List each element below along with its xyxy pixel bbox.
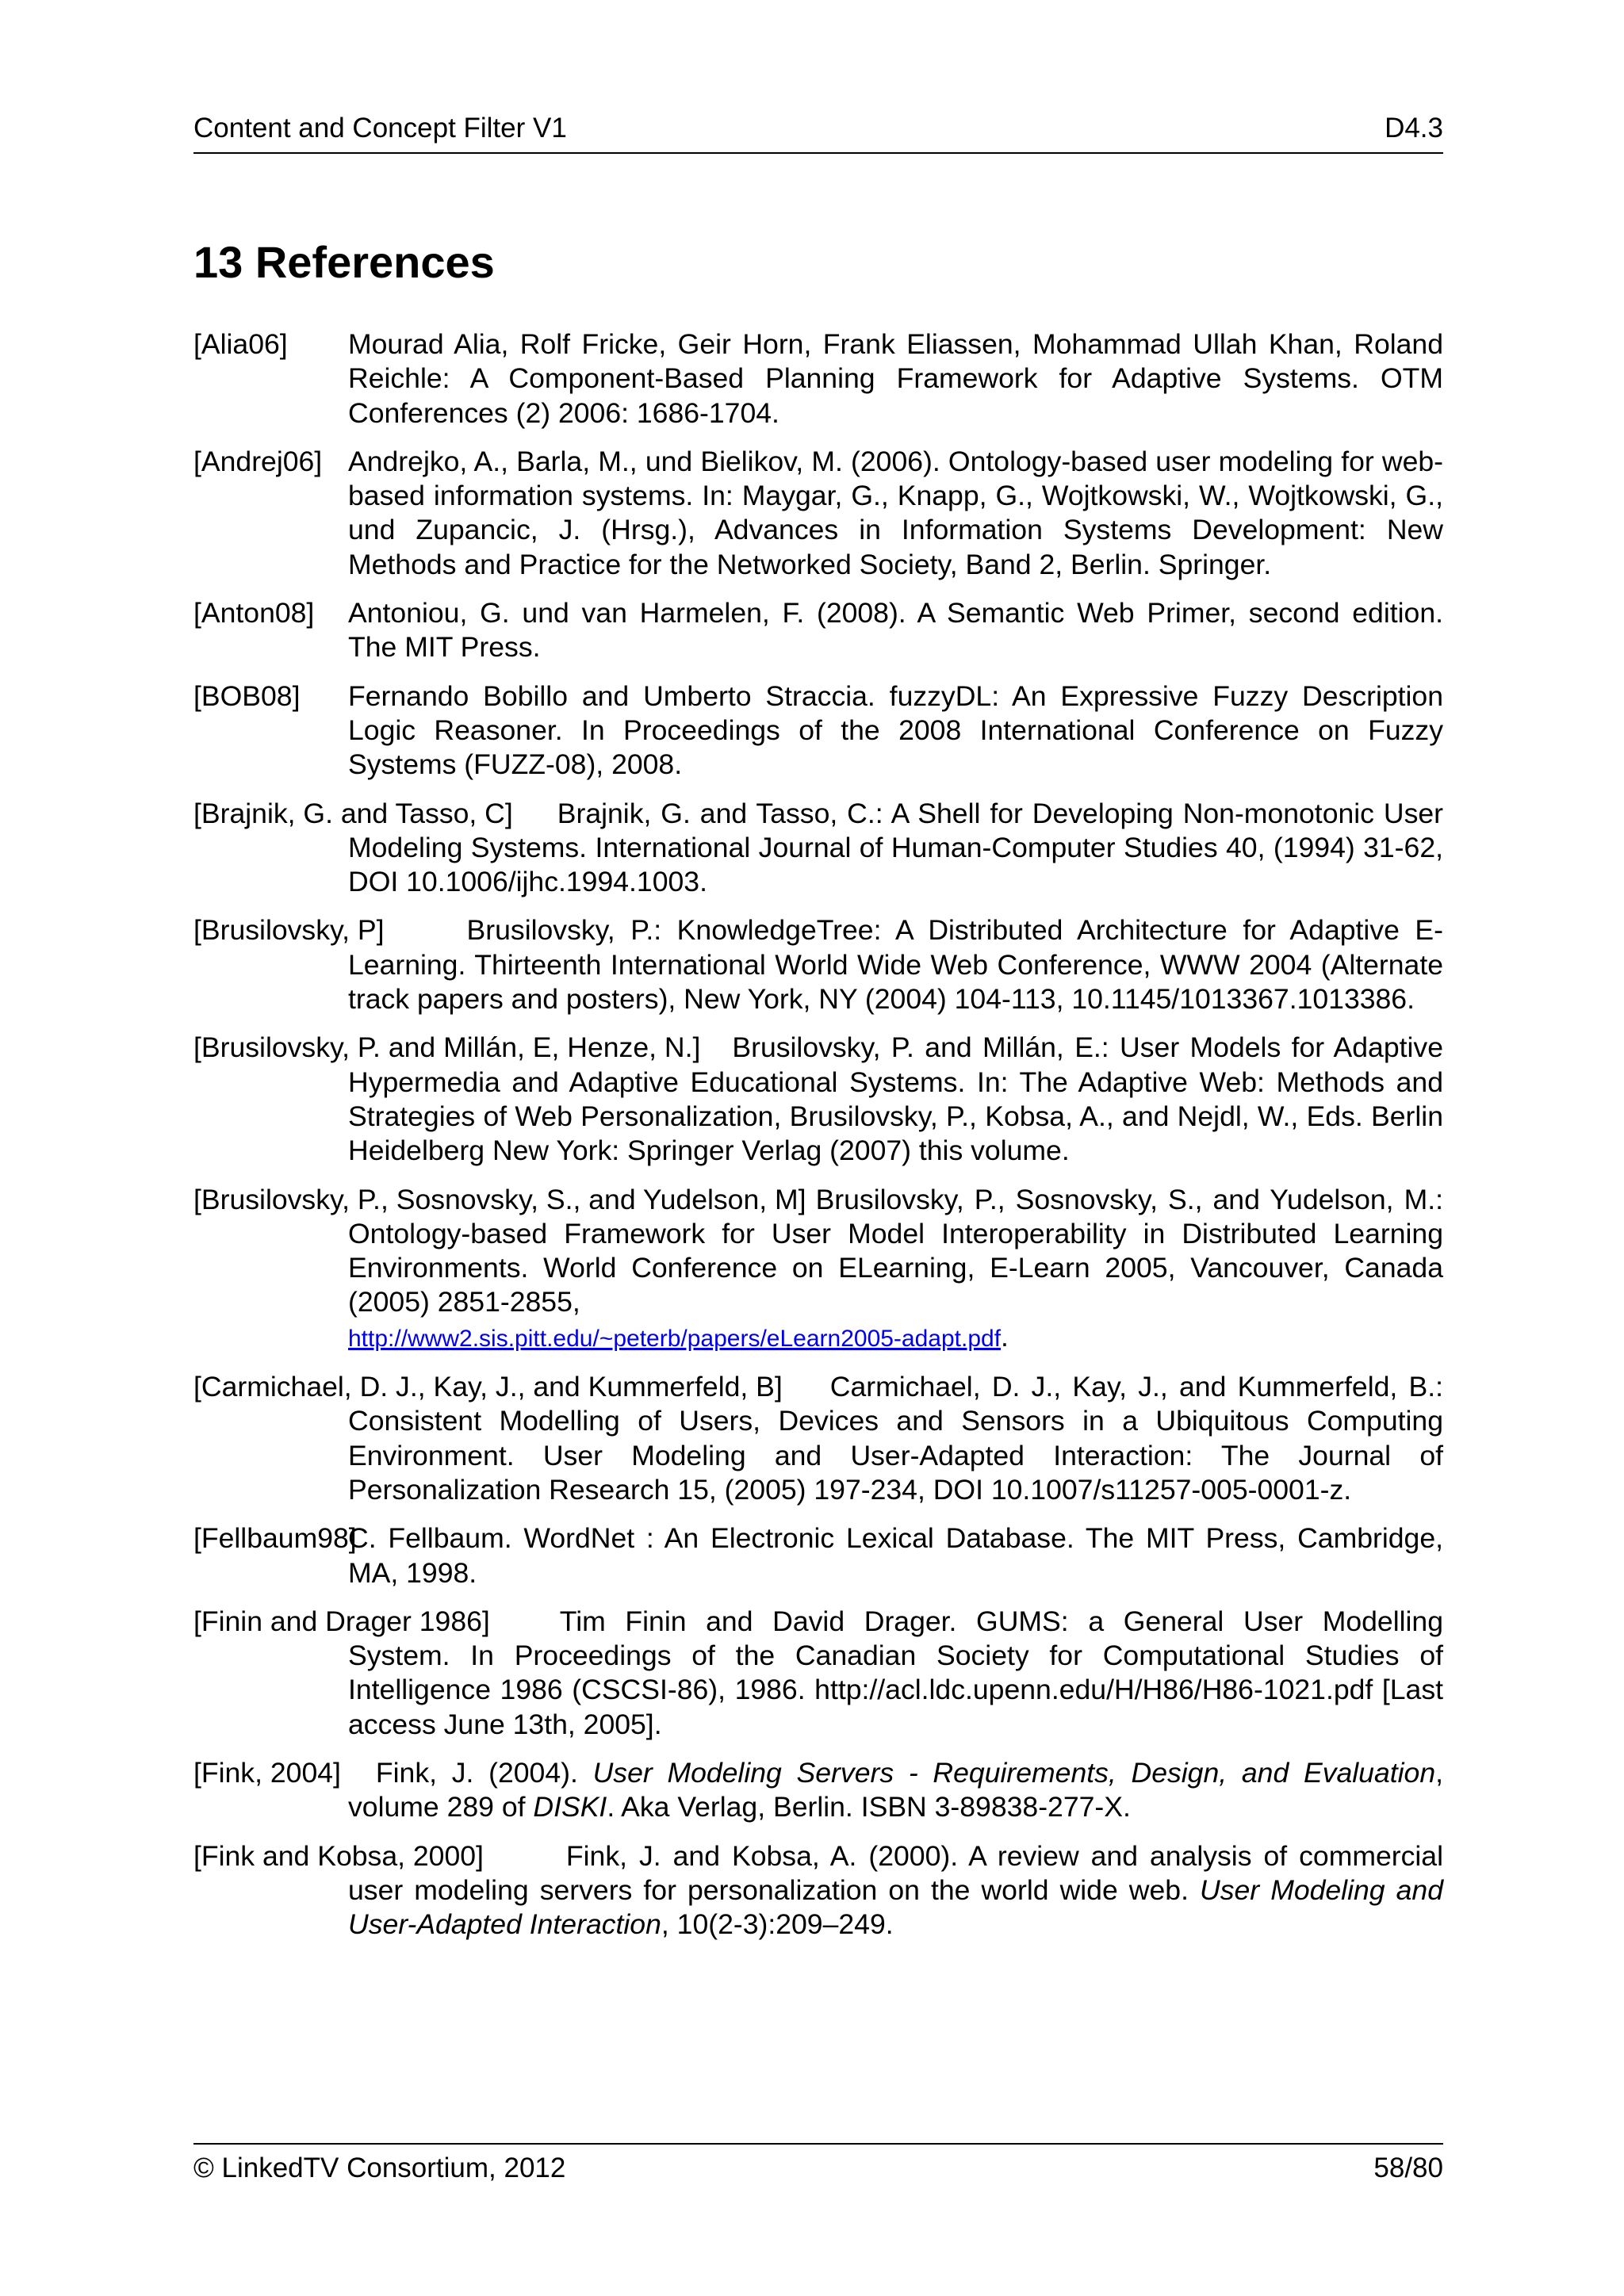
reference-entry: [193, 1183, 1443, 1356]
page-header: [193, 111, 1443, 154]
reference-text-part: , volume 289 of: [348, 1756, 1443, 1823]
reference-text: Brusilovsky, P.: KnowledgeTree: A Distributed Architecture for Adaptive E-Learning. Thirteenth International World Wide Web Conference, WWW 2004 (Alternate track papers and posters), New York, NY (2004) 104-113, 10.1145/1013367.1013386.: [348, 914, 1443, 1016]
header-deliverable-id: D4.3: [1385, 113, 1443, 144]
reference-text-part: Fink, J. and Kobsa, A. (2000). A review and analysis of commercial user modeling servers for personalization on the world wide web.: [348, 1839, 1443, 1906]
reference-text: Carmichael, D. J., Kay, J., and Kummerfeld, B.: Consistent Modelling of Users, Devices and Sensors in a Ubiquitous Computing Environment. User Modeling and User-Adapted Interaction: The Journal of Personalization Research 15, (2005) 197-234, DOI 10.1007/s11257-005-0001-z.: [348, 1371, 1443, 1506]
reference-text: Brusilovsky, P., Sosnovsky, S., and Yudelson, M.: Ontology-based Framework for User Model Interoperability in Distributed Learning Environments. World Conference on ELearning, E-Learn 2005, Vancouver, Canada (2005) 2851-2855,: [348, 1183, 1443, 1318]
reference-entry: [193, 596, 1443, 665]
reference-entry: [193, 327, 1443, 430]
reference-link-suffix: .: [1001, 1320, 1009, 1353]
reference-entry: [193, 913, 1443, 1016]
section-title: 13 References: [193, 237, 495, 287]
reference-text: Brajnik, G. and Tasso, C.: A Shell for Developing Non-monotonic User Modeling Systems. International Journal of Human-Computer Studies 40, (1994) 31-62, DOI 10.1006/ijhc.1994.1003.: [348, 797, 1443, 898]
reference-key: [Carmichael, D. J., Kay, J., and Kummerfeld, B]: [193, 1371, 783, 1403]
reference-entry: [193, 1605, 1443, 1742]
reference-key: [Andrej06]: [193, 445, 323, 477]
reference-title-italic: User Modeling Servers - Requirements, Design, and Evaluation: [592, 1756, 1436, 1789]
reference-key: [BOB08]: [193, 679, 301, 712]
reference-entry: [193, 1031, 1443, 1168]
footer-page-number: 58/80: [1373, 2152, 1443, 2183]
reference-key: [Fink, 2004]: [193, 1756, 341, 1789]
reference-entry: [193, 797, 1443, 900]
reference-text-part: . Aka Verlag, Berlin. ISBN 3-89838-277-X.: [607, 1791, 1131, 1823]
reference-key: [Brajnik, G. and Tasso, C]: [193, 797, 513, 829]
reference-list: [193, 327, 1443, 1956]
reference-key: [Alia06]: [193, 328, 288, 360]
reference-link[interactable]: http://www2.sis.pitt.edu/~peterb/papers/eLearn2005-adapt.pdf: [348, 1325, 1002, 1352]
reference-text: Fernando Bobillo and Umberto Straccia. fuzzyDL: An Expressive Fuzzy Description Logic Reasoner. In Proceedings of the 2008 International Conference on Fuzzy Systems (FUZZ-08), 2008.: [348, 679, 1443, 781]
reference-entry: [193, 1839, 1443, 1942]
reference-text: Brusilovsky, P. and Millán, E.: User Models for Adaptive Hypermedia and Adaptive Educational Systems. In: The Adaptive Web: Methods and Strategies of Web Personalization, Brusilovsky, P., Kobsa, A., and Nejdl, W., Eds. Berlin Heidelberg New York: Springer Verlag (2007) this volume.: [348, 1031, 1443, 1167]
reference-text: Tim Finin and David Drager. GUMS: a General User Modelling System. In Proceedings of the Canadian Society for Computational Studies of Intelligence 1986 (CSCSI-86), 1986. http://acl.ldc.upenn.edu/H/H86/H86-1021.pdf [Last access June 13th, 2005].: [348, 1605, 1443, 1740]
reference-entry: [193, 445, 1443, 582]
reference-key: [Fellbaum98]: [193, 1522, 357, 1555]
reference-entry: [193, 1521, 1443, 1590]
reference-key: [Finin and Drager 1986]: [193, 1605, 490, 1637]
reference-key: [Brusilovsky, P., Sosnovsky, S., and Yudelson, M]: [193, 1183, 806, 1215]
reference-journal-italic: User Modeling and User-Adapted Interaction: [348, 1873, 1443, 1941]
header-document-title: Content and Concept Filter V1: [193, 113, 567, 144]
footer-copyright: © LinkedTV Consortium, 2012: [193, 2152, 566, 2183]
reference-entry: [193, 1756, 1443, 1825]
reference-key: [Brusilovsky, P]: [193, 914, 385, 947]
reference-text: Antoniou, G. und van Harmelen, F. (2008). A Semantic Web Primer, second edition. The MIT Press.: [348, 597, 1443, 664]
reference-entry: [193, 1370, 1443, 1507]
reference-key: [Brusilovsky, P. and Millán, E, Henze, N.]: [193, 1031, 701, 1064]
reference-series-italic: DISKI: [533, 1791, 607, 1823]
reference-text-part: Fink, J. (2004).: [375, 1756, 593, 1789]
reference-key: [Anton08]: [193, 597, 315, 629]
reference-text: C. Fellbaum. WordNet : An Electronic Lexical Database. The MIT Press, Cambridge, MA, 1998.: [348, 1522, 1443, 1589]
page-footer: [193, 2143, 1443, 2186]
reference-entry: [193, 679, 1443, 783]
reference-text: Andrejko, A., Barla, M., und Bielikov, M. (2006). Ontology-based user modeling for web-based information systems. In: Maygar, G., Knapp, G., Wojtkowski, W., Wojtkowski, G., und Zupancic, J. (Hrsg.), Advances in Information Systems Development: New Methods and Practice for the Networked Society, Band 2, Berlin. Springer.: [348, 445, 1443, 580]
reference-key: [Fink and Kobsa, 2000]: [193, 1839, 484, 1872]
reference-text-part: , 10(2-3):209–249.: [661, 1908, 894, 1941]
reference-text: Mourad Alia, Rolf Fricke, Geir Horn, Frank Eliassen, Mohammad Ullah Khan, Roland Reichle: A Component-Based Planning Framework for Adaptive Systems. OTM Conferences (2) 2006: 1686-1704.: [348, 328, 1443, 429]
